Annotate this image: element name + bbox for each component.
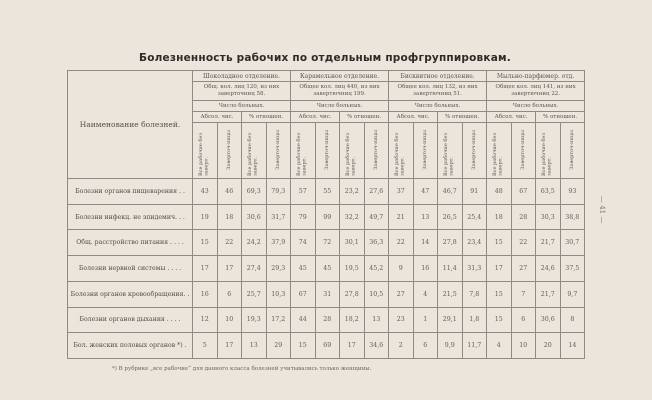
group-workers-count: Общее кол. лиц 132, из них завертючниц 51. [389,82,487,101]
table-cell: 79 [291,204,316,230]
disease-name: Болезни инфекц. не эпидемич. . . [68,204,193,230]
patients-count-label: Число больных. [291,101,389,112]
column-header [536,123,561,179]
table-cell: 11,4 [438,256,463,282]
table-cell: 15 [291,333,316,359]
group-header: Карамельное отделение. [291,71,389,82]
table-cell: 93 [560,179,585,205]
column-header-label: Заверточ-ницы [421,129,428,170]
table-cell: 45,2 [364,256,389,282]
column-header [560,123,585,179]
table-cell: 29,3 [266,256,291,282]
column-header-label: Все рабочие без заверт. [443,132,455,176]
column-header-label: Заверточ-ницы [470,129,477,170]
table-cell: 63,5 [536,179,561,205]
footnote: *) В рубрике „все рабочие“ для данного класса болезней учитывались только женщины. [112,366,372,372]
column-header-label: Заверточ-ницы [372,129,379,170]
table-cell: 38,8 [560,204,585,230]
absolute-label: Абсол. чис. [389,112,438,123]
column-header [389,123,414,179]
column-header-label: Все рабочие без заверт. [394,132,406,176]
table-cell: 27,4 [242,256,267,282]
table-cell: 29,1 [438,307,463,333]
percent-label: % отношен. [242,112,291,123]
table-cell: 9,9 [438,333,463,359]
column-header [291,123,316,179]
column-header-label: Все рабочие без заверт. [492,132,504,176]
group-header: Бисквитное отделение. [389,71,487,82]
table-cell: 30,3 [536,204,561,230]
column-header [364,123,389,179]
group-header: Шоколадное отделение. [193,71,291,82]
table-cell: 47 [413,179,438,205]
patients-count-label: Число больных. [389,101,487,112]
table-cell: 13 [364,307,389,333]
table-cell: 46 [217,179,242,205]
column-header-label: Заверточ-ницы [225,129,232,170]
table-cell: 30,1 [340,230,365,256]
table-cell: 16 [193,281,218,307]
table-cell: 21,5 [438,281,463,307]
absolute-label: Абсол. чис. [291,112,340,123]
percent-label: % отношен. [340,112,389,123]
table-cell: 46,7 [438,179,463,205]
table-cell: 15 [487,307,512,333]
table-cell: 18 [487,204,512,230]
percent-label: % отношен. [536,112,585,123]
column-header [340,123,365,179]
patients-count-label: Число больных. [487,101,585,112]
table-row [68,281,585,307]
column-header-label: Все рабочие без заверт. [247,132,259,176]
column-header-label: Заверточ-ницы [519,129,526,170]
page-title: Болезненность рабочих по отдельным профгруппировкам. [139,52,511,64]
table-cell: 17,2 [266,307,291,333]
table-cell: 45 [291,256,316,282]
table-cell: 15 [487,281,512,307]
table-cell: 21,7 [536,281,561,307]
table-cell: 29 [266,333,291,359]
table-cell: 20 [536,333,561,359]
disease-name: Общ. расстройство питания . . . . [68,230,193,256]
table-cell: 23,4 [462,230,487,256]
table-cell: 16 [413,256,438,282]
column-header [487,123,512,179]
table-row [68,179,585,205]
table-cell: 11,7 [462,333,487,359]
absolute-label: Абсол. чис. [193,112,242,123]
disease-name: Болезни органов пищеварения . . [68,179,193,205]
table-cell: 30,7 [560,230,585,256]
table-cell: 26,5 [438,204,463,230]
table-cell: 31,3 [462,256,487,282]
table-cell: 28 [511,204,536,230]
column-header [315,123,340,179]
table-cell: 27,6 [364,179,389,205]
table-cell: 1,8 [462,307,487,333]
table-cell: 13 [413,204,438,230]
table-row [68,307,585,333]
column-header [462,123,487,179]
table-cell: 8 [560,307,585,333]
table-cell: 4 [487,333,512,359]
table-cell: 37 [389,179,414,205]
table-cell: 14 [413,230,438,256]
absolute-label: Абсол. чис. [487,112,536,123]
table-cell: 72 [315,230,340,256]
table-cell: 21 [389,204,414,230]
table-cell: 24,6 [536,256,561,282]
table-cell: 24,2 [242,230,267,256]
table-cell: 37,9 [266,230,291,256]
table-cell: 12 [193,307,218,333]
group-workers-count: Общее кол. лиц 141, из них завертючниц 22. [487,82,585,101]
table-cell: 49,7 [364,204,389,230]
morbidity-table [67,70,585,359]
table-cell: 17 [487,256,512,282]
patients-count-label: Число больных. [193,101,291,112]
column-header [511,123,536,179]
table-cell: 17 [340,333,365,359]
table-cell: 28 [315,307,340,333]
table-cell: 9 [389,256,414,282]
group-header: Мыльно-парфюмер. отд. [487,71,585,82]
table-cell: 10 [511,333,536,359]
column-header-label: Заверточ-ницы [323,129,330,170]
table-cell: 10,3 [266,281,291,307]
table-cell: 55 [315,179,340,205]
table-cell: 4 [413,281,438,307]
table-cell: 69,3 [242,179,267,205]
table-cell: 27 [511,256,536,282]
table-cell: 2 [389,333,414,359]
table-cell: 10,5 [364,281,389,307]
table-cell: 17 [217,256,242,282]
table-cell: 18 [217,204,242,230]
table-row [68,204,585,230]
table-cell: 48 [487,179,512,205]
column-header [413,123,438,179]
table-cell: 44 [291,307,316,333]
table-cell: 7 [511,281,536,307]
table-cell: 14 [560,333,585,359]
table-cell: 22 [217,230,242,256]
table-cell: 22 [389,230,414,256]
column-header [242,123,267,179]
group-workers-count: Общ. кол. лиц 120, из них заверточниц 58. [193,82,291,101]
table-cell: 30,6 [536,307,561,333]
table-cell: 22 [511,230,536,256]
group-workers-count: Общее кол. лиц 440, из них завертючниц 199. [291,82,389,101]
table-cell: 13 [242,333,267,359]
table-cell: 79,3 [266,179,291,205]
table-cell: 19 [193,204,218,230]
column-header-label: Все рабочие без заверт. [198,132,210,176]
table-row [68,256,585,282]
column-header [193,123,218,179]
table-cell: 6 [413,333,438,359]
table-cell: 69 [315,333,340,359]
table-cell: 27,8 [340,281,365,307]
column-header-label: Заверточ-ницы [274,129,281,170]
percent-label: % отношен. [438,112,487,123]
table-cell: 21,7 [536,230,561,256]
table-cell: 17 [217,333,242,359]
table-cell: 19,5 [340,256,365,282]
table-cell: 25,7 [242,281,267,307]
table-cell: 6 [217,281,242,307]
table-cell: 19,3 [242,307,267,333]
column-header-label: Все рабочие без заверт. [345,132,357,176]
table-cell: 43 [193,179,218,205]
disease-name: Бол. женских половых органов *) . [68,333,193,359]
column-header [438,123,463,179]
table-cell: 5 [193,333,218,359]
table-cell: 45 [315,256,340,282]
table-cell: 57 [291,179,316,205]
table-row [68,230,585,256]
table-cell: 34,6 [364,333,389,359]
column-header [217,123,242,179]
table-row [68,333,585,359]
table-cell: 6 [511,307,536,333]
column-header-label: Заверточ-ницы [568,129,575,170]
table-cell: 7,8 [462,281,487,307]
table-cell: 67 [511,179,536,205]
table-cell: 15 [193,230,218,256]
table-cell: 1 [413,307,438,333]
table-cell: 74 [291,230,316,256]
page-number: — 41 — [598,196,606,224]
table-cell: 31 [315,281,340,307]
column-header [266,123,291,179]
disease-column-header: Наименование болезней. [68,71,193,179]
table-cell: 25,4 [462,204,487,230]
column-header-label: Все рабочие без заверт. [541,132,553,176]
disease-name: Болезни органов дыхания . . . . [68,307,193,333]
table-cell: 99 [315,204,340,230]
table-cell: 67 [291,281,316,307]
table-cell: 27 [389,281,414,307]
table-cell: 91 [462,179,487,205]
table-cell: 15 [487,230,512,256]
disease-name: Болезни нервной системы . . . . [68,256,193,282]
disease-name: Болезни органов кровообращения. . [68,281,193,307]
table-cell: 36,3 [364,230,389,256]
table-cell: 30,6 [242,204,267,230]
table-cell: 37,5 [560,256,585,282]
table-cell: 18,2 [340,307,365,333]
table-cell: 9,7 [560,281,585,307]
table-cell: 10 [217,307,242,333]
table-cell: 32,2 [340,204,365,230]
column-header-label: Все рабочие без заверт. [296,132,308,176]
table-cell: 23 [389,307,414,333]
table-cell: 31,7 [266,204,291,230]
table-cell: 17 [193,256,218,282]
table-cell: 27,8 [438,230,463,256]
table-cell: 23,2 [340,179,365,205]
